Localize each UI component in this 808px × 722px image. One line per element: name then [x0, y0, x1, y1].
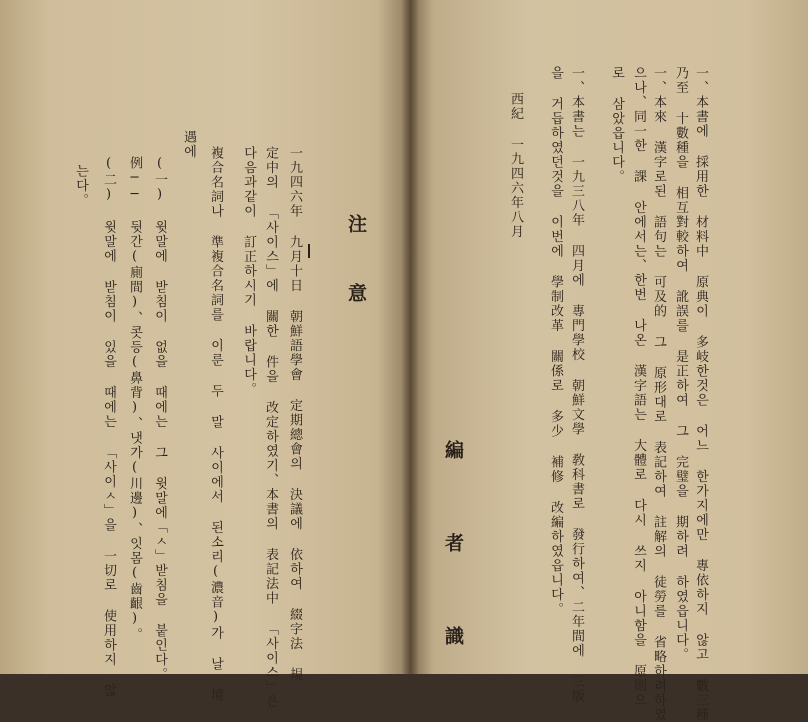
preface-line-7: 을 거듭하였던것을 이번에 學制改革 關係로 多少 補修 改編하였읍니다。	[548, 66, 563, 617]
preface-line-4: 으나、同一한 課 안에서는、한번 나온 漢字語는 大體로 다시 쓰지 아니함을 原則으	[631, 66, 646, 708]
preface-line-2: 乃至 十數種을 相互對較하여 訛誤를 是正하여 그 完璧을 期하려 하였읍니다。	[673, 66, 688, 662]
preface-line-3: 一、本來 漢字로된 語句는 可及的 그 原形대로 表記하여 註解의 徒勞를 省略하려하였	[651, 66, 666, 722]
preface-line-5: 로 삼았읍니다。	[609, 66, 624, 184]
notice-heading: 注 意	[345, 214, 367, 316]
preface-date: 西紀 一九四六年八月	[508, 92, 523, 239]
notice-line-3: 다음과같이 訂正하시기 바랍니다。	[241, 146, 256, 397]
section-mark	[308, 244, 310, 258]
notice-line-6: (一) 윗말에 받침이 없을 때에는 그 윗말에「ㅅ」받침을 붙인다。	[152, 156, 167, 682]
notice-line-8: (二) 윗말에 받침이 있을 때에는 「사이ㅅ」을 一切로 使用하지 않	[101, 156, 116, 698]
notice-line-2: 定中의 「사이스」에 關한 件을 改定하였기、本書의 表記法中 「사이스」은	[263, 146, 278, 709]
notice-line-4: 複合名詞나 準複合名詞를 이룬 두 말 사이에서 된소리(濃音)가 날 境	[208, 146, 223, 703]
preface-line-1: 一、本書에 採用한 材料中 原典이 多岐한것은 어느 한가지에만 專依하지 않고 數三種	[693, 66, 708, 722]
book-gutter	[402, 0, 418, 674]
editor-signature: 編 者 識	[442, 440, 464, 671]
notice-line-7: 例── 뒷간(廁間)、콧등(鼻背)、냇가(川邊)、잇몸(齒齦)。	[127, 156, 142, 642]
preface-line-6: 一、本書는 一九三八年 四月에 專門學校 朝鮮文學 敎科書로 發行하여、二年間에 三版	[569, 66, 584, 704]
notice-line-9: 는다。	[73, 164, 88, 208]
notice-line-1: 一九四六年 九月十日 朝鮮語學會 定期總會의 決議에 依하여 綴字法 規	[287, 146, 302, 682]
notice-line-5: 遇에	[181, 130, 196, 159]
